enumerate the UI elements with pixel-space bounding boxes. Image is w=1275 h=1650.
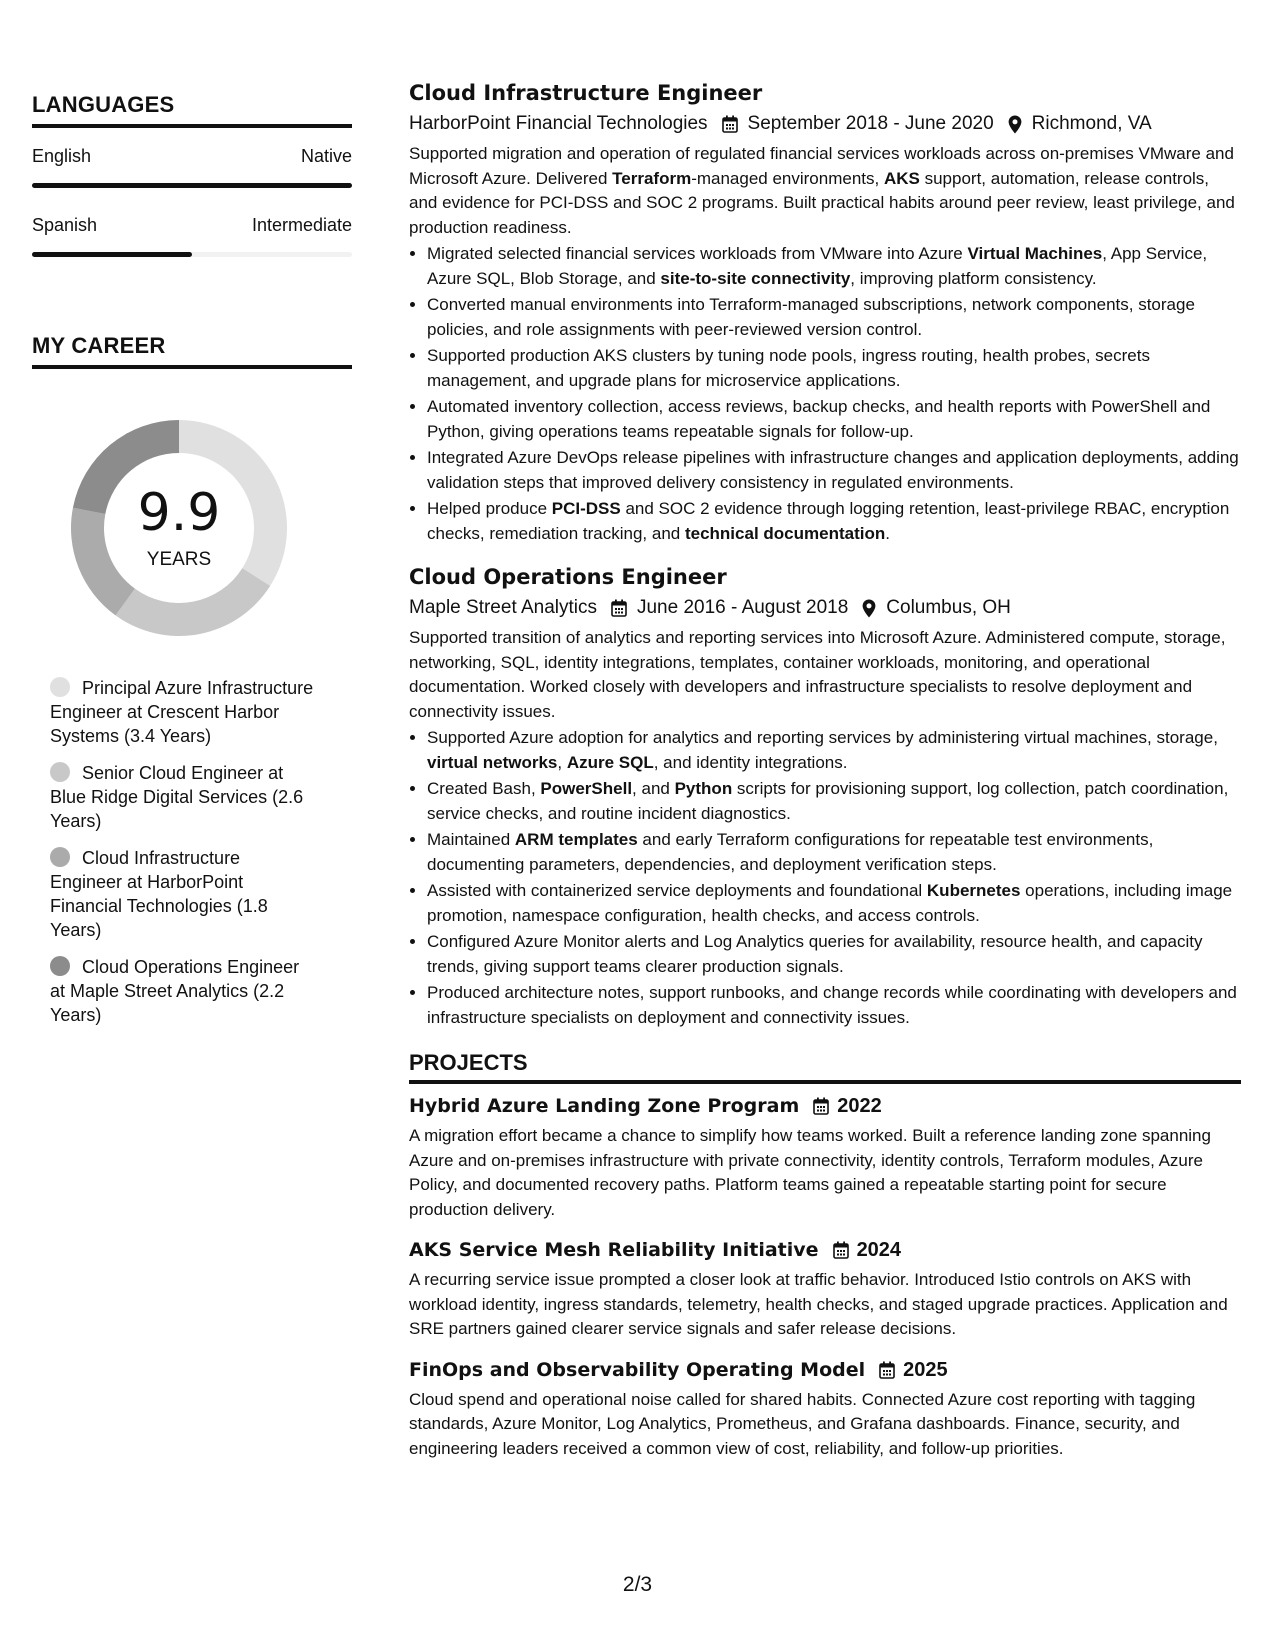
- page-number: 2/3: [622, 1573, 653, 1596]
- language-level: Native: [300, 146, 352, 166]
- legend-dot-icon: [50, 847, 70, 867]
- career-legend: [50, 676, 315, 1040]
- language-proficiency-bar: [32, 252, 352, 257]
- language-proficiency-fill: [32, 252, 192, 257]
- project-title: Hybrid Azure Landing Zone Program: [409, 1095, 800, 1117]
- company-name: HarborPoint Financial Technologies: [409, 113, 708, 134]
- calendar-icon: [611, 599, 627, 617]
- language-proficiency-fill: [32, 183, 352, 188]
- calendar-icon: [833, 1241, 849, 1259]
- job-bullet: • Created Bash, PowerShell, and Python scripts for provisioning support, log collection, patch coordination, service checks, and routine incident diagnostics.: [427, 777, 1241, 826]
- job-dates: June 2016 - August 2018: [636, 597, 849, 618]
- legend-dot-icon: [50, 956, 70, 976]
- projects-heading: PROJECTS: [409, 1050, 528, 1075]
- legend-dot-icon: [50, 762, 70, 782]
- career-legend-item: [50, 676, 315, 748]
- job-bullet: • Assisted with containerized service deployments and foundational Kubernetes operations, including image promotion, namespace configuration, health checks, and access controls.: [427, 879, 1241, 928]
- languages-rule: [32, 124, 352, 128]
- project-entry: [409, 1090, 1241, 1222]
- job-meta: [409, 108, 1241, 140]
- job-body: [409, 626, 1241, 1030]
- job-bullets: [409, 242, 1241, 546]
- location-pin-icon: [1008, 115, 1022, 134]
- project-year: 2024: [856, 1239, 902, 1261]
- language-proficiency-bar: [32, 183, 352, 188]
- legend-dot-icon: [50, 677, 70, 697]
- job-dates: September 2018 - June 2020: [747, 113, 994, 134]
- career-role-label: Cloud Operations Engineer at Maple Street Analytics (2.2 Years): [50, 957, 300, 1025]
- job-bullet: • Produced architecture notes, support runbooks, and change records while coordinating with developers and infrastructure specialists on deployment and connectivity issues.: [427, 981, 1241, 1030]
- donut-slice-1: [116, 568, 271, 636]
- career-role-label: Principal Azure Infrastructure Engineer at Crescent Harbor Systems (3.4 Years): [50, 678, 314, 746]
- job-bullets: [409, 726, 1241, 1030]
- project-entry: [409, 1234, 1241, 1342]
- language-name: English: [32, 146, 92, 166]
- job-title: Cloud Infrastructure Engineer: [409, 81, 763, 105]
- experience-column: [409, 78, 1241, 1461]
- project-header: [409, 1090, 1241, 1122]
- projects-rule: [409, 1080, 1241, 1084]
- career-legend-item: [50, 761, 315, 833]
- job-title: Cloud Operations Engineer: [409, 565, 727, 589]
- job-bullet: • Converted manual environments into Terraform-managed subscriptions, network components, storage policies, and role assignments with peer-reviewed version control.: [427, 293, 1241, 342]
- calendar-icon: [722, 115, 738, 133]
- languages-heading: LANGUAGES: [32, 92, 175, 117]
- job-bullet: • Integrated Azure DevOps release pipelines with infrastructure changes and application deployments, adding validation steps that improved delivery consistency in regulated environments.: [427, 446, 1241, 495]
- job-meta: [409, 592, 1241, 624]
- job-entry: [409, 78, 1241, 546]
- company-name: Maple Street Analytics: [409, 597, 597, 618]
- project-header: [409, 1354, 1241, 1386]
- language-level: Intermediate: [251, 215, 352, 235]
- language-name: Spanish: [32, 215, 98, 235]
- career-role-label: Cloud Infrastructure Engineer at HarborPoint Financial Technologies (1.8 Years): [50, 848, 268, 940]
- project-description: A recurring service issue prompted a closer look at traffic behavior. Introduced Istio controls on AKS with workload identity, ingress standards, telemetry, health checks, and staged upgrade practices. Application and SRE partners gained clearer service signals and safer release decisions.: [409, 1270, 1228, 1338]
- job-bullet: • Supported production AKS clusters by tuning node pools, ingress routing, health probes, secrets management, and upgrade plans for microservice applications.: [427, 344, 1241, 393]
- job-bullet: • Migrated selected financial services workloads from VMware into Azure Virtual Machines, App Service, Azure SQL, Blob Storage, and site-to-site connectivity, improving platform consistency.: [427, 242, 1241, 291]
- calendar-icon: [879, 1361, 895, 1379]
- project-description: Cloud spend and operational noise called for shared habits. Connected Azure cost reporting with tagging standards, Azure Monitor, Log Analytics, Prometheus, and Grafana dashboards. Finance, security, and engineering leaders received a common view of cost, reliability, and follow-up priorities.: [409, 1389, 1196, 1458]
- job-bullet: • Maintained ARM templates and early Terraform configurations for repeatable test environments, documenting parameters, dependencies, and deployment verification steps.: [427, 828, 1241, 877]
- job-bullet: • Supported Azure adoption for analytics and reporting services by administering virtual machines, storage, virtual networks, Azure SQL, and identity integrations.: [427, 726, 1241, 775]
- project-entry: [409, 1354, 1241, 1462]
- job-location: Richmond, VA: [1031, 113, 1152, 134]
- location-pin-icon: [862, 599, 876, 618]
- job-body: [409, 142, 1241, 546]
- career-role-label: Senior Cloud Engineer at Blue Ridge Digital Services (2.6 Years): [50, 763, 304, 831]
- career-legend-item: [50, 955, 315, 1027]
- calendar-icon: [813, 1097, 829, 1115]
- career-heading: MY CAREER: [32, 333, 166, 358]
- project-title: FinOps and Observability Operating Model: [409, 1358, 866, 1381]
- career-total-years: 9.9: [137, 483, 221, 543]
- job-bullet: • Automated inventory collection, access reviews, backup checks, and health reports with PowerShell and Python, giving operations teams repeatable signals for follow-up.: [427, 395, 1241, 444]
- project-year: 2025: [903, 1358, 948, 1381]
- project-header: [409, 1234, 1241, 1266]
- job-summary: Supported transition of analytics and reporting services into Microsoft Azure. Administered compute, storage, networking, SQL, identity integrations, templates, container workloads, monitoring, and operational documentation. Worked closely with developers and infrastructure specialists to resolve deployment and connectivity issues.: [409, 628, 1226, 721]
- career-rule: [32, 365, 352, 369]
- job-bullet: • Configured Azure Monitor alerts and Log Analytics queries for availability, resource health, and capacity trends, giving support teams clearer production signals.: [427, 930, 1241, 979]
- job-location: Columbus, OH: [886, 597, 1011, 618]
- career-legend-item: [50, 846, 315, 942]
- project-year: 2022: [837, 1095, 882, 1117]
- job-entry: [409, 562, 1241, 1030]
- job-summary: Supported migration and operation of regulated financial services workloads across on-premises VMware and Microsoft Azure. Delivered Terraform-managed environments, AKS support, automation, release controls, and evidence for PCI-DSS and SOC 2 programs. Built practical habits around peer review, least privilege, and production readiness.: [409, 144, 1235, 237]
- project-title: AKS Service Mesh Reliability Initiative: [409, 1239, 819, 1261]
- project-description: A migration effort became a chance to simplify how teams worked. Built a reference landing zone spanning Azure and on-premises infrastructure with private connectivity, identity controls, Terraform modules, Azure Policy, and documented recovery paths. Platform teams gained a repeatable starting point for secure production delivery.: [409, 1126, 1211, 1219]
- career-total-unit: YEARS: [146, 549, 212, 570]
- job-bullet: • Helped produce PCI-DSS and SOC 2 evidence through logging retention, least-privilege RBAC, encryption checks, remediation tracking, and technical documentation.: [427, 497, 1241, 546]
